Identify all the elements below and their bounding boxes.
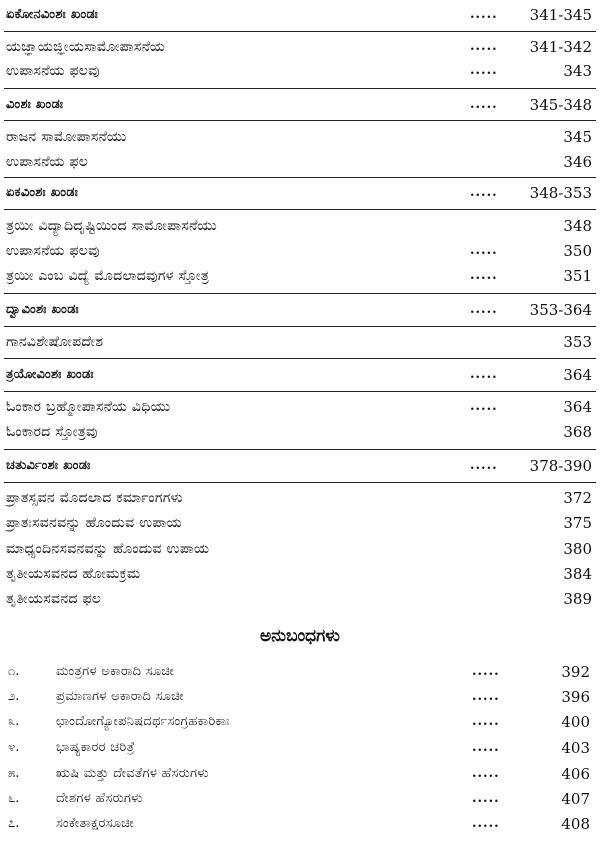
appendix-heading: ಅನುಬಂಧಗಳು xyxy=(260,626,340,646)
appendix-entry xyxy=(0,788,600,810)
dot-leader: ..... xyxy=(470,7,498,22)
dot-leader: ..... xyxy=(470,63,498,78)
entry-title: ತ್ರಯೀ ವಿದ್ಯಾದಿದೃಷ್ಟಿಯಿಂದ ಸಾಮೋಪಾಸನೆಯು xyxy=(6,218,218,234)
page-number: 403 xyxy=(561,739,590,757)
entry-title: ಓಂಕಾರದ ಸ್ತೋತ್ರವು xyxy=(6,424,98,440)
entry-title: ಪ್ರಮಾಣಗಳ ಅಕಾರಾದಿ ಸೂಚೀ xyxy=(56,689,184,704)
divider xyxy=(4,449,596,450)
page-number: 350 xyxy=(563,242,592,260)
section-title: ಏಕವಿಂಶಃ ಖಂಡಃ xyxy=(6,185,79,200)
page-number: 345 xyxy=(563,128,592,146)
section-heading xyxy=(0,4,600,26)
section-title: ದ್ವಾವಿಂಶಃ ಖಂಡಃ xyxy=(6,302,79,317)
appendix-entry xyxy=(0,737,600,759)
page-number: 351 xyxy=(563,267,592,285)
page-number: 372 xyxy=(563,489,592,507)
dot-leader: ..... xyxy=(470,399,498,414)
dot-leader: ..... xyxy=(472,791,500,806)
page-number: 364 xyxy=(563,398,592,416)
page-range: 345-348 xyxy=(529,96,592,114)
entry-title: ಯಜ್ಞಾಯಜ್ಞೀಯಸಾಮೋಪಾಸನೆಯ xyxy=(6,39,166,55)
toc-entry xyxy=(0,215,600,237)
toc-entry xyxy=(0,538,600,560)
appendix-entry xyxy=(0,661,600,683)
dot-leader: ..... xyxy=(472,740,500,755)
page-number: 396 xyxy=(561,688,590,706)
entry-title: ಗಾನವಿಶೇಷೋಪದೇಶ xyxy=(6,334,104,350)
entry-title: ತೃತೀಯಸವನದ ಹೋಮಕ್ರಮ xyxy=(6,566,141,582)
divider xyxy=(4,209,596,210)
dot-leader: ..... xyxy=(470,39,498,54)
page-number: 353 xyxy=(563,333,592,351)
entry-number: ೭. xyxy=(8,816,20,831)
dot-leader: ..... xyxy=(470,243,498,258)
section-heading xyxy=(0,182,600,204)
entry-title: ತ್ರಯೀ ಎಂಬ ವಿದ್ಯೆ ಮೊದಲಾದವುಗಳ ಸ್ತೋತ್ರ xyxy=(6,268,210,284)
entry-title: ಉಪಾಸನೆಯ ಫಲ xyxy=(6,154,89,170)
toc-entry xyxy=(0,331,600,353)
appendix-entry xyxy=(0,686,600,708)
entry-title: ಮಂತ್ರಗಳ ಅಕಾರಾದಿ ಸೂಚೀ xyxy=(56,664,175,679)
section-heading xyxy=(0,299,600,321)
entry-title: ಉಪಾಸನೆಯ ಫಲವು xyxy=(6,243,100,259)
appendix-entry xyxy=(0,763,600,785)
page-number: 375 xyxy=(563,514,592,532)
toc-entry xyxy=(0,421,600,443)
dot-leader: ..... xyxy=(472,689,500,704)
page-number: 407 xyxy=(561,790,590,808)
entry-title: ಮಾಧ್ಯಂದಿನಸವನವನ್ನು ಹೊಂದುವ ಉಪಾಯ xyxy=(6,541,210,557)
page-number: 343 xyxy=(563,62,592,80)
dot-leader: ..... xyxy=(472,714,500,729)
divider xyxy=(4,358,596,359)
dot-leader: ..... xyxy=(472,766,500,781)
page-number: 346 xyxy=(563,153,592,171)
page-range: 341-345 xyxy=(529,6,592,24)
dot-leader: ..... xyxy=(470,302,498,317)
toc-entry xyxy=(0,588,600,610)
entry-title: ಓಂಕಾರ ಬ್ರಹ್ಮೋಪಾಸನೆಯ ವಿಧಿಯು xyxy=(6,399,171,415)
page-number: 389 xyxy=(563,590,592,608)
section-heading xyxy=(0,364,600,386)
appendix-entry xyxy=(0,813,600,835)
dot-leader: ..... xyxy=(472,816,500,831)
divider xyxy=(4,31,596,32)
entry-number: ೬. xyxy=(8,791,20,806)
divider xyxy=(4,293,596,294)
toc-entry xyxy=(0,36,600,58)
divider xyxy=(4,120,596,121)
entry-title: ತೃತೀಯಸವನದ ಫಲ xyxy=(6,591,102,607)
entry-number: ೨. xyxy=(8,689,20,704)
entry-number: ೧. xyxy=(8,664,20,679)
entry-title: ಋಷಿ ಮತ್ತು ದೇವತೆಗಳ ಹೆಸರುಗಳು xyxy=(56,766,209,781)
entry-title: ಸಂಕೇತಾಕ್ಷರಸೂಚೀ xyxy=(56,816,134,831)
dot-leader: ..... xyxy=(470,367,498,382)
toc-entry xyxy=(0,563,600,585)
section-heading xyxy=(0,455,600,477)
page-range: 348-353 xyxy=(529,184,592,202)
divider xyxy=(4,88,596,89)
page-number: 408 xyxy=(561,815,590,833)
page-range: 378-390 xyxy=(529,457,592,475)
entry-title: ಪ್ರಾತಸ್ಸವನ ಮೊದಲಾದ ಕರ್ಮಾಂಗಗಳು xyxy=(6,490,183,506)
divider xyxy=(4,391,596,392)
dot-leader: ..... xyxy=(472,664,500,679)
page-number: 384 xyxy=(563,565,592,583)
toc-entry xyxy=(0,151,600,173)
section-title: ಏಕೋನವಿಂಶಃ ಖಂಡಃ xyxy=(6,7,99,22)
dot-leader: ..... xyxy=(470,458,498,473)
divider xyxy=(4,482,596,483)
divider xyxy=(4,177,596,178)
entry-title: ಪ್ರಾತಃಸವನವನ್ನು ಹೊಂದುವ ಉಪಾಯ xyxy=(6,515,182,531)
toc-entry xyxy=(0,487,600,509)
toc-entry xyxy=(0,240,600,262)
entry-title: ದೇಶಗಳ ಹೆಸರುಗಳು xyxy=(56,791,143,806)
divider xyxy=(4,326,596,327)
entry-number: ೪. xyxy=(8,740,20,755)
page-number: 341-342 xyxy=(529,38,592,56)
page-number: 400 xyxy=(561,713,590,731)
entry-title: ಉಪಾಸನೆಯ ಫಲವು xyxy=(6,63,100,79)
page-number: 380 xyxy=(563,540,592,558)
entry-number: ೩. xyxy=(8,714,20,729)
entry-title: ಭಾಷ್ಯಕಾರರ ಚರಿತ್ರೆ xyxy=(56,740,135,755)
page-number: 368 xyxy=(563,423,592,441)
page-number: 348 xyxy=(563,217,592,235)
entry-title: ಛಾಂದೋಗ್ಯೋಪನಿಷದರ್ಥಸಂಗ್ರಹಕಾರಿಕಾಃ xyxy=(56,714,230,729)
section-title: ವಿಂಶಃ ಖಂಡಃ xyxy=(6,97,64,112)
section-title: ತ್ರಯೋವಿಂಶಃ ಖಂಡಃ xyxy=(6,367,94,382)
appendix-entry xyxy=(0,711,600,733)
page-range: 364 xyxy=(563,366,592,384)
entry-title: ರಾಜನ ಸಾಮೋಪಾಸನೆಯು xyxy=(6,129,127,145)
toc-entry xyxy=(0,512,600,534)
entry-number: ೫. xyxy=(8,766,20,781)
toc-entry xyxy=(0,126,600,148)
page-range: 353-364 xyxy=(529,301,592,319)
toc-entry xyxy=(0,60,600,82)
section-title: ಚತುರ್ವಿಂಶಃ ಖಂಡಃ xyxy=(6,458,91,473)
dot-leader: ..... xyxy=(470,185,498,200)
toc-entry xyxy=(0,396,600,418)
page-number: 406 xyxy=(561,765,590,783)
dot-leader: ..... xyxy=(470,97,498,112)
page-number: 392 xyxy=(561,663,590,681)
dot-leader: ..... xyxy=(470,268,498,283)
toc-entry xyxy=(0,265,600,287)
section-heading xyxy=(0,94,600,116)
